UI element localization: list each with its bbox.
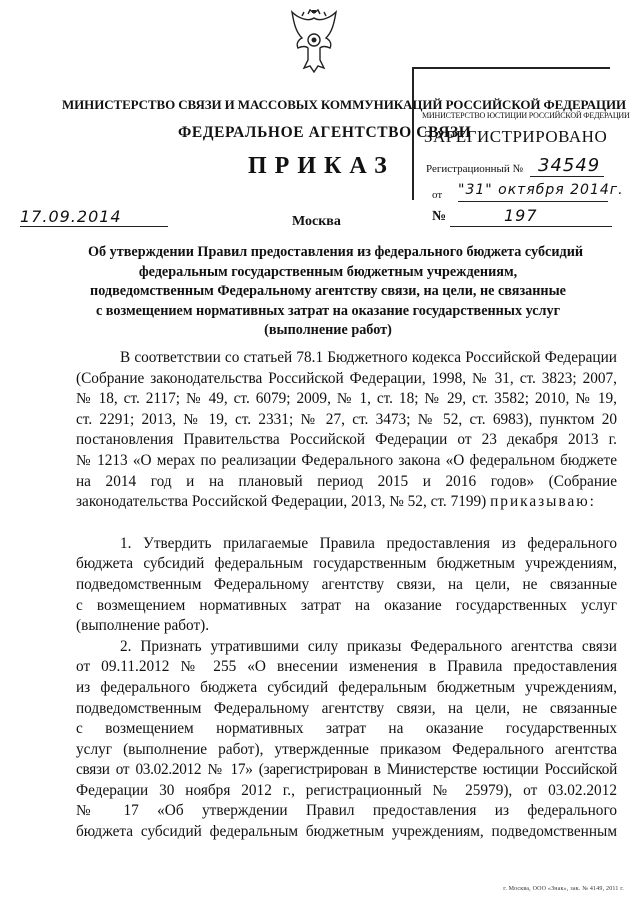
document-type: ПРИКАЗ [248, 153, 395, 179]
title-line: Об утверждении Правил предоставления из федерального бюджета субсидий [88, 244, 584, 260]
title-line: федеральным государственным бюджетным учреждениям, [138, 263, 518, 280]
item1-line: подведомственным Федеральному агентству связи, на цели, не связанные [76, 575, 617, 593]
item2-line: услуг (выполнение работ), утвержденные приказом Федерального агентства [76, 740, 617, 758]
stamp-number-label: Регистрационный № [426, 163, 524, 175]
item2-line: № 17 «Об утверждении Правил предоставления из федерального [76, 802, 617, 820]
item2-line: бюджета субсидий федеральным бюджетным учреждениям, подведомственным [76, 823, 617, 841]
item2-line: подведомственным Федеральному агентству связи, на цели, не связанные [76, 699, 617, 717]
stamp-organization: МИНИСТЕРСТВО ЮСТИЦИИ РОССИЙСКОЙ ФЕДЕРАЦИИ [422, 111, 630, 120]
preamble-line: В соответствии со статьей 78.1 Бюджетного кодекса Российской Федерации [120, 349, 617, 366]
command-word: приказываю: [490, 493, 596, 511]
agency-name: ФЕДЕРАЛЬНОЕ АГЕНТСТВО СВЯЗИ [178, 124, 472, 141]
title-line: подведомственным Федеральному агентству связи, на цели, не связанные [90, 283, 566, 299]
stamp-number-underline [530, 176, 604, 177]
registration-stamp [412, 67, 630, 201]
ministry-name: МИНИСТЕРСТВО СВЯЗИ И МАССОВЫХ КОММУНИКАЦИЙ РОССИЙСКОЙ ФЕДЕРАЦИИ [62, 97, 627, 112]
preamble-line: на 2014 год и на плановый период 2015 и 2016 годов» (Собрание [76, 472, 617, 490]
preamble-line: ст. 2291; 2013, № 19, ст. 2331; № 27, ст. 3473; № 52, ст. 6983), пунктом 20 [76, 410, 617, 428]
stamp-date-underline [458, 201, 608, 202]
date-underline [20, 226, 168, 227]
item2-line: 2. Признать утратившими силу приказы Федерального агентства связи [120, 637, 617, 655]
item2-line: Федерации 30 ноября 2012 г., регистрационный № 25979), от 03.02.2012 [76, 781, 617, 799]
item2-line: от 09.11.2012 № 255 «О внесении изменения в Правила предоставления [76, 658, 617, 676]
item1-line: бюджета субсидий федеральным государственным бюджетным учреждениям, [76, 555, 617, 573]
item1-line: с возмещением нормативных затрат на оказание государственных услуг [76, 596, 617, 614]
stamp-from-label: от [432, 189, 443, 201]
order-body [76, 348, 617, 843]
preamble-line: постановления Правительства Российской Федерации от 23 декабря 2013 г. [76, 431, 617, 449]
title-line: (выполнение работ) [264, 322, 392, 338]
preamble-line: № 18, ст. 2117; № 49, ст. 6079; 2009, № 1, ст. 18; № 29, ст. 3582; 2010, № 19, [76, 390, 617, 408]
stamp-registration-date: "31" октября 2014г. [458, 182, 624, 198]
order-date: 17.09.2014 [20, 207, 122, 226]
item2-line: с возмещением нормативных затрат на оказание государственных [76, 720, 617, 738]
item1-line: 1. Утвердить прилагаемые Правила предоставления из федерального [120, 534, 617, 552]
item2-line: связи от 03.02.2012 № 17» (зарегистрирован в Министерстве юстиции Российской [76, 761, 617, 779]
number-sign: № [432, 209, 447, 224]
printer-imprint: г. Москва, ООО «Знак», зак. № 4149, 2011 г. [503, 886, 624, 892]
preamble-line: законодательства Российской Федерации, 2013, № 52, ст. 7199) [76, 493, 487, 511]
city: Москва [292, 214, 341, 229]
preamble-last-line [76, 492, 617, 513]
coat-of-arms-icon [288, 8, 340, 74]
order-number: 197 [504, 206, 538, 225]
title-line: с возмещением нормативных затрат на оказание государственных услуг [95, 302, 561, 319]
preamble-line: № 1213 «О мерах по реализации Федерального закона «О федеральном бюджете [76, 451, 617, 469]
stamp-registration-number: 34549 [538, 155, 601, 176]
preamble-line: (Собрание законодательства Российской Федерации, 1998, № 31, ст. 3823; 2007, [76, 369, 617, 387]
item1-line: (выполнение работ). [76, 617, 210, 635]
item2-line: из федерального бюджета субсидий федеральным бюджетным учреждениям, [76, 678, 617, 696]
number-underline [450, 226, 612, 227]
order-title [88, 243, 584, 341]
stamp-registered-label: ЗАРЕГИСТРИРОВАНО [424, 127, 608, 146]
